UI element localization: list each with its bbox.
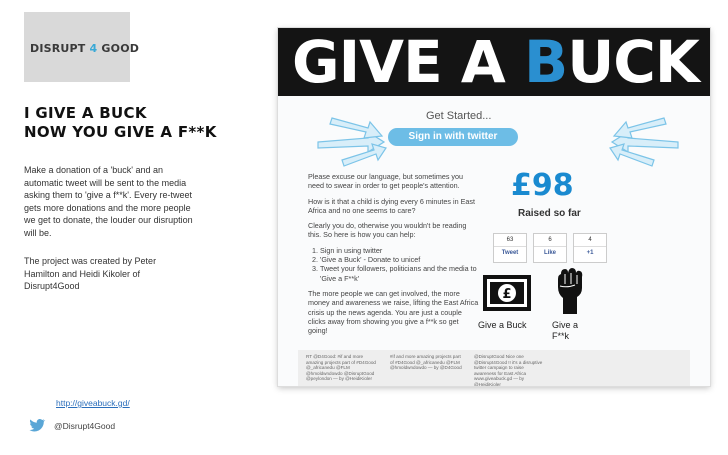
twitter-bird-icon[interactable] [28,416,46,434]
logo-box [24,12,140,82]
twitter-handle[interactable]: @Disrupt4Good [54,421,116,431]
arrow-right-2 [614,118,666,138]
tweet-count: 63 [494,234,526,247]
tweet-share-button[interactable] [493,233,527,263]
step-item: 3. Tweet your followers, politicians and the media to 'Give a F**k' [320,264,480,283]
amount-raised: £98 [511,168,574,203]
site-banner [278,28,710,96]
share-buttons [493,233,613,261]
give-a-fk-caption: Give a F**k [552,320,579,341]
logo-word-good: GOOD [97,42,140,55]
website-screenshot [278,28,710,386]
description-paragraph-1: Make a donation of a 'buck' and an automatic tweet will be sent to the media asking them to 'give a f**k'. Every re-tweet gets more donations and the more people we get to donate, the louder our disruption will be. [24,165,193,238]
banner-word-give-a: GIVE A [292,28,524,96]
site-body-text [308,172,480,341]
site-paragraph-3: Clearly you do, otherwise you wouldn't be reading this. So here is how you can help: [308,221,467,240]
site-paragraph-4: The more people we can get involved, the more money and awareness we raise, lifting the East Africa crisis up the news agenda. You are just a couple clicks away from showing you give a f**k so get going! [308,288,479,336]
raised-label: Raised so far [518,208,581,219]
plusone-share-button[interactable] [573,233,607,263]
sign-in-twitter-button[interactable]: Sign in with twitter [388,128,518,146]
tweet-item: RT @D4Good: #if and more amazing projects part of #D4Good @_africanedu @FLM @hmoldwndowdo @DisruptGood @peylondon — by @HeidiKioler [306,354,376,382]
tweet-item: @DisruptGood Nice one @Disrupt4Good !! it's a disruptive twitter campaign to raise awareness for East Africa www.giveabuck.gd — by @HeidiKioler [474,354,543,386]
description-paragraph-2: The project was created by Peter Hamilton and Heidi Kikoler of Disrupt4Good [24,256,157,291]
plusone-count: 4 [574,234,606,247]
tweet-label: Tweet [501,250,519,256]
site-paragraph-1: Please excuse our language, but sometimes you need to swear in order to get people's attention. [308,172,464,191]
plusone-label: +1 [586,250,594,256]
steps-list [308,246,480,283]
like-count: 6 [534,234,566,247]
like-share-button[interactable] [533,233,567,263]
banknote-icon[interactable] [482,274,532,312]
like-label: Like [543,250,556,256]
logo-number: 4 [89,42,98,55]
get-started-label: Get Started... [426,110,492,122]
headline-line-2: NOW YOU GIVE A F**K [24,123,217,141]
banner-letter-b: B [523,28,568,96]
headline [24,104,224,142]
disrupt4good-logo [30,42,140,55]
headline-line-1: I GIVE A BUCK [24,104,147,122]
site-paragraph-2: How is it that a child is dying every 6 minutes in East Africa and no one seems to care? [308,196,475,215]
step-item: 2. 'Give a Buck' - Donate to unicef [320,255,480,264]
banner-word-uck: UCK [567,28,699,96]
tweet-item: #if and more amazing projects part of #D4Good @_africanedu @FLM @hmoldwndowdo — by @D4Good [390,354,462,371]
logo-word-disrupt: DISRUPT [30,42,90,55]
description [24,164,194,309]
tweet-feed [298,350,690,386]
svg-text:£: £ [502,287,512,302]
step-item: 1. Sign in using twitter [320,246,480,255]
raised-fist-icon[interactable] [555,266,585,316]
give-a-buck-caption: Give a Buck [478,320,527,330]
site-logo [292,30,699,94]
project-link[interactable]: http://giveabuck.gd/ [56,398,130,408]
arrow-left-2 [330,118,382,138]
